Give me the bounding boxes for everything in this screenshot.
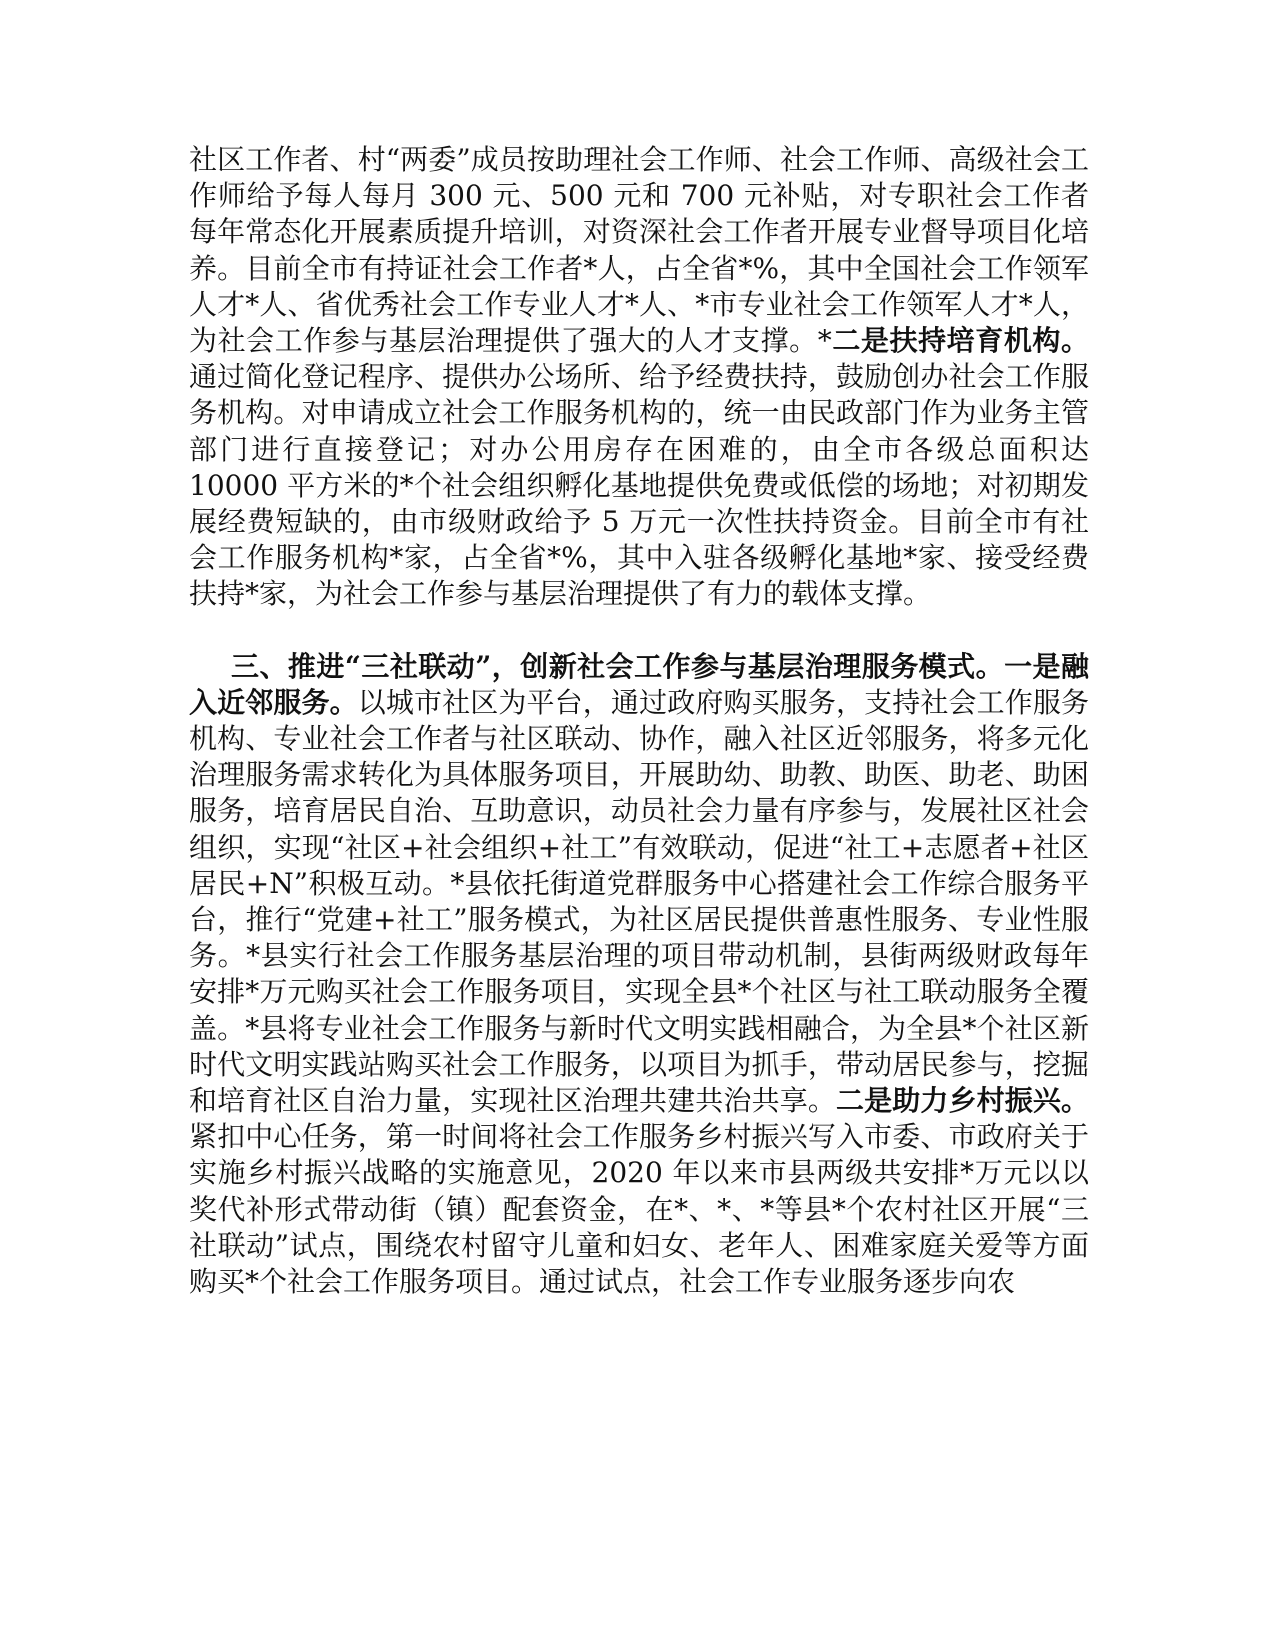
bold-heading-rural-revitalization: 二是助力乡村振兴。 <box>835 1084 1089 1118</box>
bold-heading-neighborhood-service: 一是融入近邻服务。 <box>189 649 1089 719</box>
paragraph-talent-and-institutions <box>189 142 1089 613</box>
bold-heading-support-institutions: 二是扶持培育机构。 <box>831 324 1089 358</box>
paragraph-text: 社区工作者、村“两委”成员按助理社会工作师、社会工作师、高级社会工作师给予每人每月 300 元、500 元和 700 元补贴，对专职社会工作者每年常态化开展素质提升培训，对资深社会工作者开展专业督导项目化培养。目前全市有持证社会工作者*人，占全省*%，其中全国社会工作领军人才*人、省优秀社会工作专业人才*人、*市专业社会工作领军人才*人，为社会工作参与基层治理提供了强大的人才支撑。* <box>189 143 1089 358</box>
paragraph-text: 紧扣中心任务，第一时间将社会工作服务乡村振兴写入市委、市政府关于实施乡村振兴战略的实施意见，2020 年以来市县两级共安排*万元以以奖代补形式带动街（镇）配套资金，在*、*、*等县*个农村社区开展“三社联动”试点，围绕农村留守儿童和妇女、老年人、困难家庭关爱等方面购买*个社会工作服务项目。通过试点，社会工作专业服务逐步向农 <box>189 1120 1089 1299</box>
section-heading: 三、推进“三社联动”，创新社会工作参与基层治理服务模式。 <box>231 649 1005 683</box>
document-body <box>189 142 1089 1300</box>
paragraph-text: 通过简化登记程序、提供办公场所、给予经费扶持，鼓励创办社会工作服务机构。对申请成立社会工作服务机构的，统一由民政部门作为业务主管部门进行直接登记；对办公用房存在困难的，由全市各级总面积达 10000 平方米的*个社会组织孵化基地提供免费或低偿的场地；对初期发展经费短缺的，由市级财政给予 5 万元一次性扶持资金。目前全市有社会工作服务机构*家，占全省*%，其中入驻各级孵化基地*家、接受经费扶持*家，为社会工作参与基层治理提供了有力的载体支撑。 <box>189 360 1089 611</box>
paragraph-three-social-linkage <box>189 649 1089 1301</box>
paragraph-text: 以城市社区为平台，通过政府购买服务，支持社会工作服务机构、专业社会工作者与社区联动、协作，融入社区近邻服务，将多元化治理服务需求转化为具体服务项目，开展助幼、助教、助医、助老、助困服务，培育居民自治、互助意识，动员社会力量有序参与，发展社区社会组织，实现“社区+社会组织+社工”有效联动，促进“社工+志愿者+社区居民+N”积极互动。*县依托街道党群服务中心搭建社会工作综合服务平台，推行“党建+社工”服务模式，为社区居民提供普惠性服务、专业性服务。*县实行社会工作服务基层治理的项目带动机制，县街两级财政每年安排*万元购买社会工作服务项目，实现全县*个社区与社工联动服务全覆盖。*县将专业社会工作服务与新时代文明实践相融合，为全县*个社区新时代文明实践站购买社会工作服务，以项目为抓手，带动居民参与，挖掘和培育社区自治力量，实现社区治理共建共治共享。 <box>189 685 1089 1118</box>
